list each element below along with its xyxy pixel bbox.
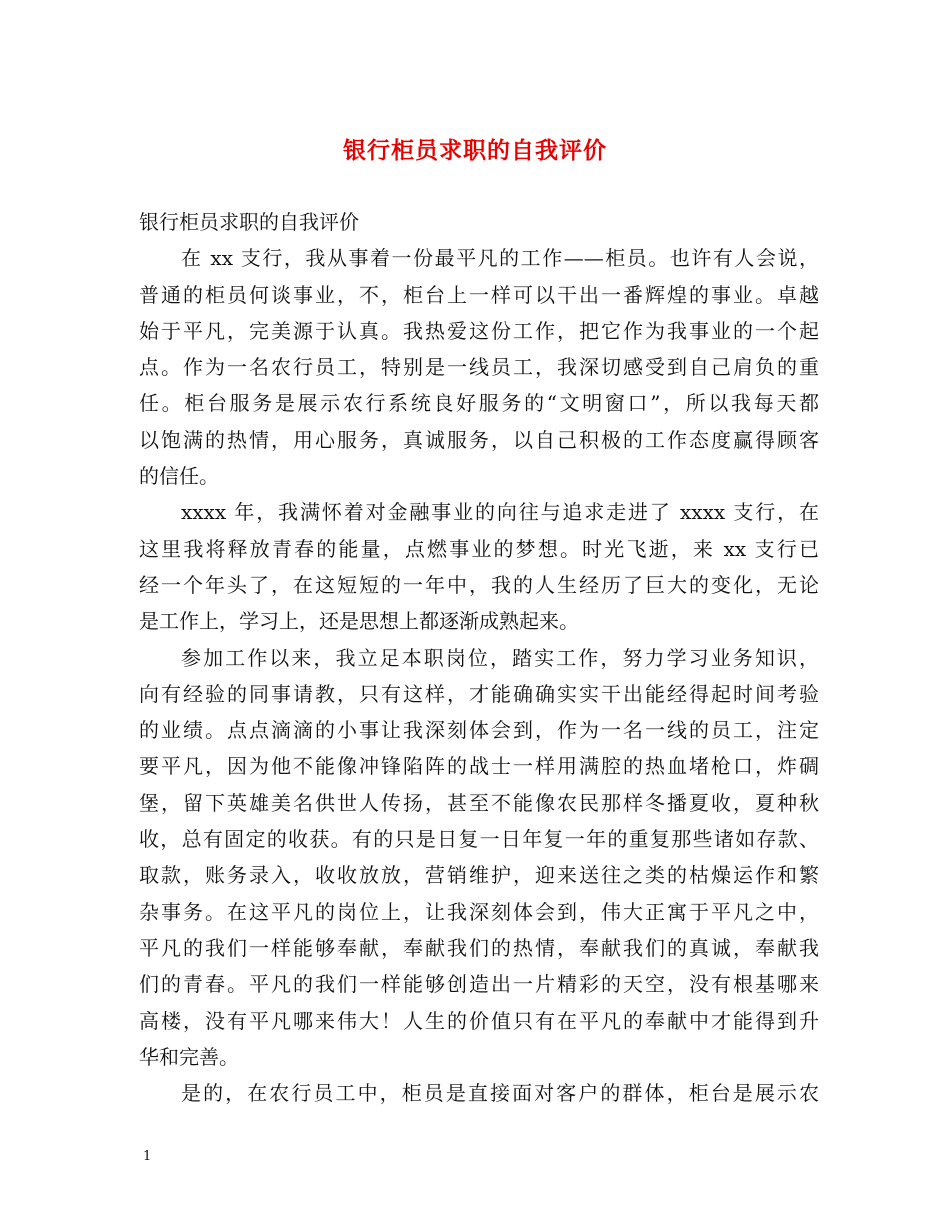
text-line: xxxx 年，我满怀着对金融事业的向往与追求走进了 xxxx 支行，在 [181, 500, 819, 525]
text-line: 参加工作以来，我立足本职岗位，踏实工作，努力学习业务知识， [181, 645, 819, 670]
text-line: 以饱满的热情，用心服务，真诚服务，以自己积极的工作态度赢得顾客 [139, 427, 819, 452]
text-line: 高楼，没有平凡哪来伟大！人生的价值只有在平凡的奉献中才能得到升 [139, 1008, 819, 1033]
text-line: 要平凡，因为他不能像冲锋陷阵的战士一样用满腔的热血堵枪口，炸碉 [139, 754, 819, 779]
text-line: 杂事务。在这平凡的岗位上，让我深刻体会到，伟大正寓于平凡之中， [139, 899, 819, 924]
text-line: 普通的柜员何谈事业，不，柜台上一样可以干出一番辉煌的事业。卓越 [139, 282, 819, 307]
page-number: 1 [143, 1149, 152, 1164]
text-line: 任。柜台服务是展示农行系统良好服务的“文明窗口”，所以我每天都 [139, 391, 819, 416]
text-line: 向有经验的同事请教，只有这样，才能确确实实干出能经得起时间考验 [139, 681, 819, 706]
text-line: 的信任。 [139, 464, 219, 489]
text-line: 取款，账务录入，收收放放，营销维护，迎来送往之类的枯燥运作和繁 [139, 863, 819, 888]
document-title: 银行柜员求职的自我评价 [343, 137, 607, 164]
text-line: 是的，在农行员工中，柜员是直接面对客户的群体，柜台是展示农 [181, 1081, 819, 1106]
text-line: 这里我将释放青春的能量，点燃事业的梦想。时光飞逝，来 xx 支行已 [139, 536, 819, 561]
text-line: 收，总有固定的收获。有的只是日复一日年复一年的重复那些诸如存款、 [139, 827, 819, 852]
text-line: 经一个年头了，在这短短的一年中，我的人生经历了巨大的变化，无论 [139, 572, 819, 597]
text-line: 点。作为一名农行员工，特别是一线员工，我深切感受到自己肩负的重 [139, 355, 819, 380]
document-body [139, 204, 819, 1111]
text-line: 在 xx 支行，我从事着一份最平凡的工作——柜员。也许有人会说， [181, 246, 819, 271]
text-line: 们的青春。平凡的我们一样能够创造出一片精彩的天空，没有根基哪来 [139, 972, 819, 997]
text-line: 华和完善。 [139, 1044, 239, 1069]
text-line: 始于平凡，完美源于认真。我热爱这份工作，把它作为我事业的一个起 [139, 318, 819, 343]
text-line: 堡，留下英雄美名供世人传扬，甚至不能像农民那样冬播夏收，夏种秋 [139, 790, 819, 815]
section-heading: 银行柜员求职的自我评价 [139, 210, 359, 234]
text-line: 的业绩。点点滴滴的小事让我深刻体会到，作为一名一线的员工，注定 [139, 718, 819, 743]
text-line: 平凡的我们一样能够奉献，奉献我们的热情，奉献我们的真诚，奉献我 [139, 935, 819, 960]
text-line: 是工作上，学习上，还是思想上都逐渐成熟起来。 [139, 609, 579, 634]
